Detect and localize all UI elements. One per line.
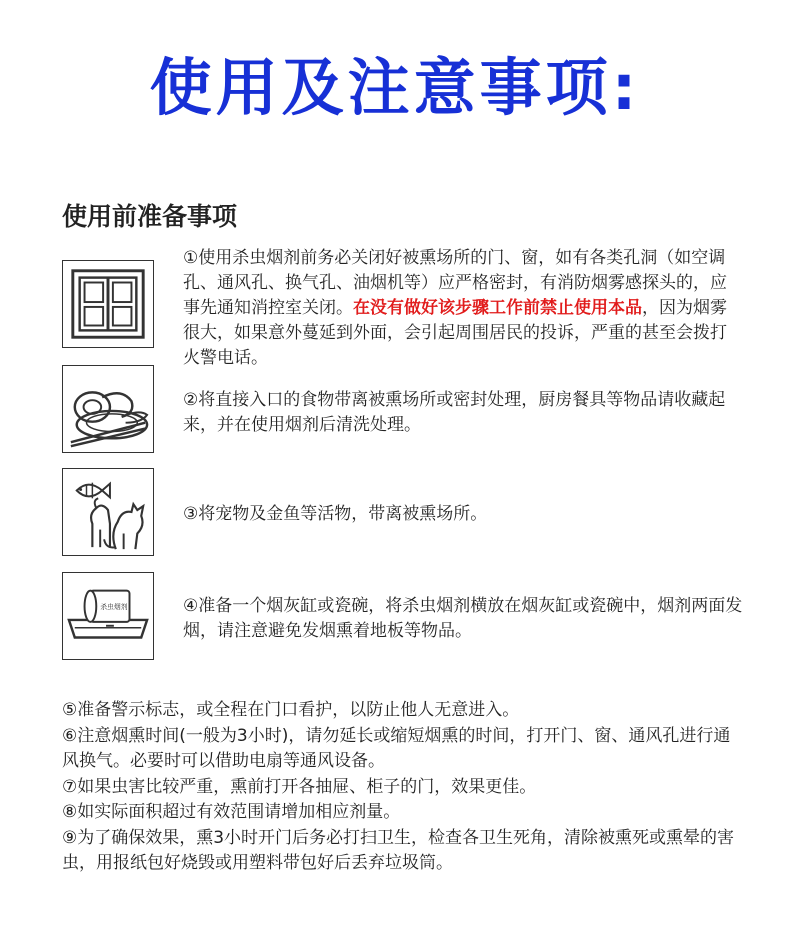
section-heading: 使用前准备事项 xyxy=(62,202,238,231)
step-1-text-after: ，因为烟雾很大，如果意外蔓延到外面，会引起周围居民的投诉，严重的甚至会拨打火警电话。 xyxy=(183,298,727,368)
page-title: 使用及注意事项: xyxy=(149,51,641,124)
note-7: ⑦如果虫害比较严重，熏前打开各抽屉、柜子的门，效果更佳。 xyxy=(62,776,537,797)
window-icon xyxy=(62,260,154,348)
notes-list xyxy=(62,698,742,877)
step-3-text: ③将宠物及金鱼等活物，带离被熏场所。 xyxy=(183,504,488,524)
step-1-warning: 在没有做好该步骤工作前禁止使用本品 xyxy=(353,298,642,318)
step-2-text: ②将直接入口的食物带离被熏场所或密封处理，厨房餐具等物品请收藏起来，并在使用烟剂后清洗处理。 xyxy=(183,390,726,435)
step-3 xyxy=(183,502,743,527)
step-4 xyxy=(183,594,743,644)
ashtray-icon xyxy=(62,572,154,660)
ashtray-icon-label: 杀虫烟剂 xyxy=(100,603,128,612)
step-1 xyxy=(183,246,743,371)
note-8: ⑧如实际面积超过有效范围请增加相应剂量。 xyxy=(62,802,401,822)
step-4-text: ④准备一个烟灰缸或瓷碗，将杀虫烟剂横放在烟灰缸或瓷碗中，烟剂两面发烟，请注意避免发烟熏着地板等物品。 xyxy=(183,596,743,641)
pets-icon xyxy=(62,468,154,556)
note-6: ⑥注意烟熏时间(一般为3小时)，请勿延长或缩短烟熏的时间，打开门、窗、通风孔进行通风换气。必要时可以借助电扇等通风设备。 xyxy=(62,725,731,771)
food-plate-icon xyxy=(62,365,154,453)
step-1-text: ①使用杀虫烟剂前务必关闭好被熏场所的门、窗，如有各类孔洞（如空调孔、通风孔、换气孔、油烟机等）应严格密封，有消防烟雾感探头的，应事先通知消控室关闭。 xyxy=(183,248,727,318)
note-9: ⑨为了确保效果，熏3小时开门后务必打扫卫生，检查各卫生死角，清除被熏死或熏晕的害虫，用报纸包好烧毁或用塑料带包好后丢弃垃圾筒。 xyxy=(62,827,735,873)
step-2 xyxy=(183,388,743,438)
note-5: ⑤准备警示标志，或全程在门口看护，以防止他人无意进入。 xyxy=(62,700,520,720)
